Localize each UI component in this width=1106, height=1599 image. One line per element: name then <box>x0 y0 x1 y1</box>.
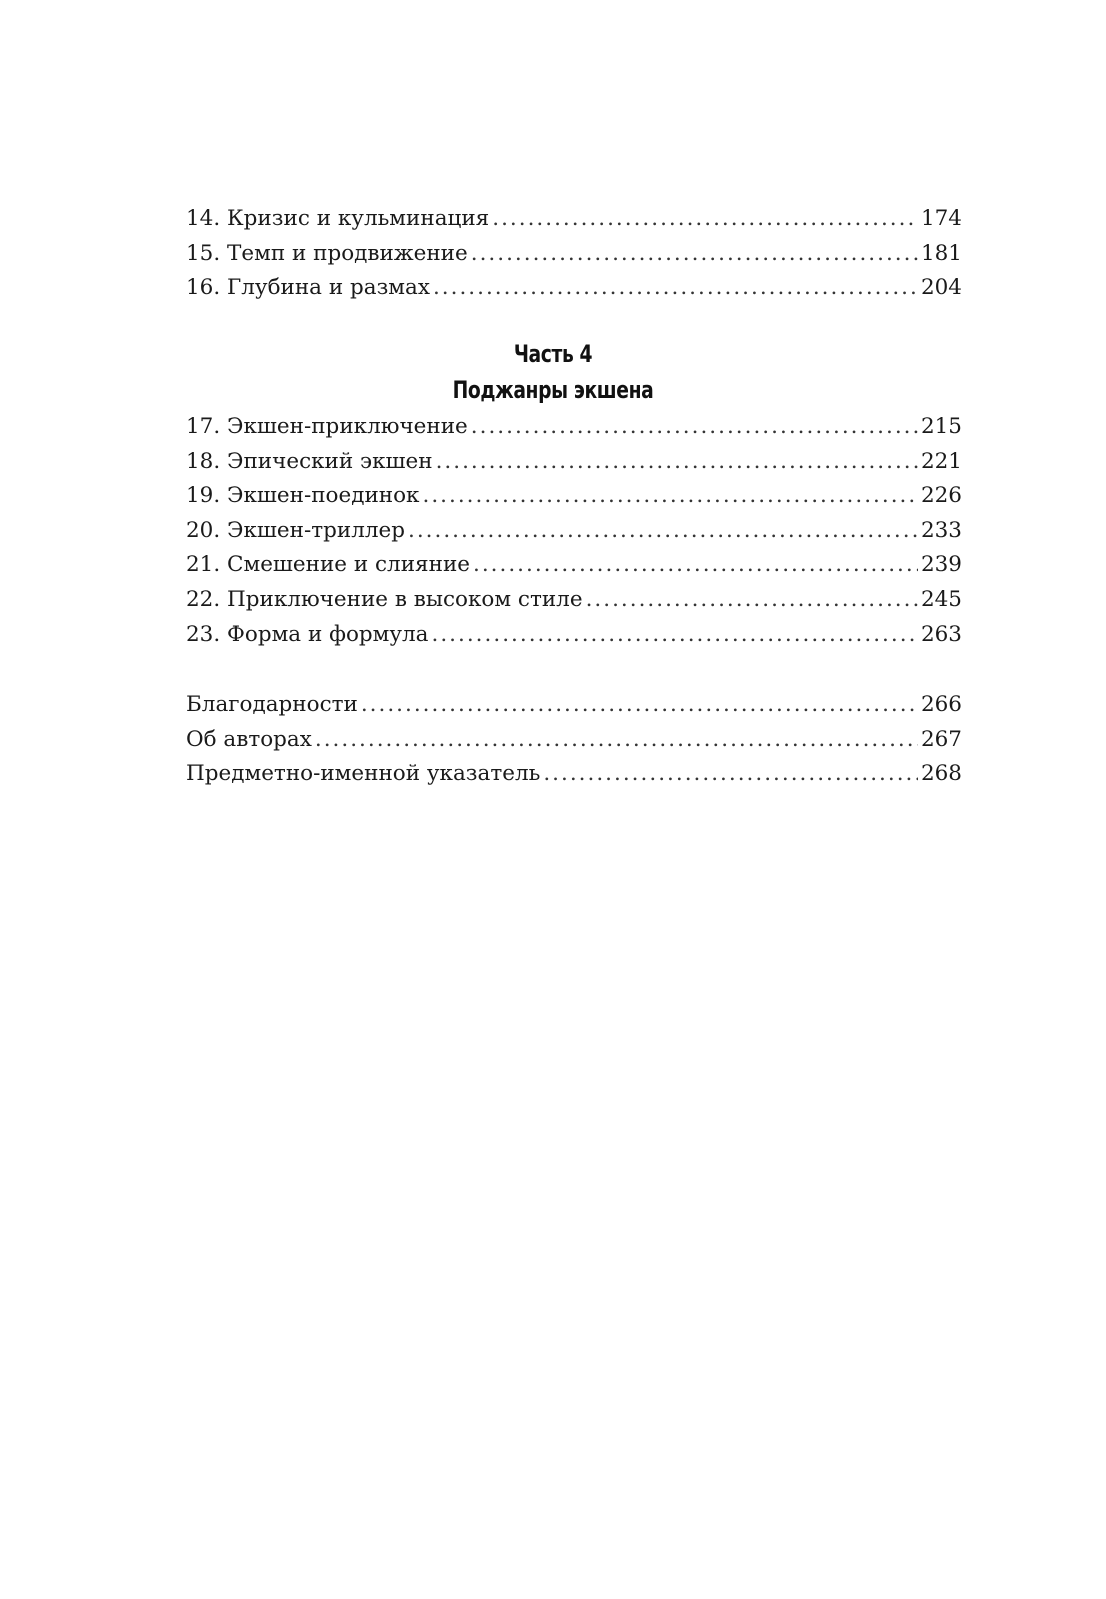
toc-entry-title: 20. Экшен-триллер <box>186 517 406 543</box>
toc-entry-page: 221 <box>920 448 962 474</box>
toc-entry-page: 266 <box>920 692 962 717</box>
toc-entry <box>186 410 962 445</box>
toc-dot-leader <box>471 410 918 445</box>
toc-entry-page: 239 <box>920 552 962 578</box>
toc-entry-title: 23. Форма и формула <box>186 621 429 647</box>
toc-entry <box>186 445 962 480</box>
toc-group-chapters-17-23 <box>186 410 962 652</box>
toc-entry-title: 17. Экшен-приключение <box>186 414 468 439</box>
toc-entry-page: 233 <box>920 517 962 543</box>
toc-entry-page: 215 <box>920 414 962 439</box>
toc-entry-title: Об авторах <box>186 726 312 752</box>
toc-dot-leader <box>473 548 918 583</box>
toc-dot-leader <box>408 514 918 549</box>
part-label: Часть 4 <box>513 340 593 368</box>
toc-entry <box>186 583 962 618</box>
toc-entry-page: 263 <box>920 621 962 647</box>
toc-entry <box>186 688 962 723</box>
toc-dot-leader <box>492 202 918 237</box>
toc-dot-leader <box>436 445 918 480</box>
toc-dot-leader <box>361 688 918 723</box>
toc-entry-title: Предметно-именной указатель <box>186 761 541 787</box>
toc-entry-title: Благодарности <box>186 692 358 717</box>
toc-entry <box>186 548 962 583</box>
toc-entry-page: 267 <box>920 726 962 752</box>
toc-entry-title: 14. Кризис и кульминация <box>186 206 490 231</box>
toc-entry <box>186 757 962 792</box>
toc-entry <box>186 514 962 549</box>
toc-entry-title: 15. Темп и продвижение <box>186 240 468 266</box>
toc-entry <box>186 237 962 272</box>
toc-entry-title: 16. Глубина и размах <box>186 275 430 301</box>
toc-entry-title: 21. Смешение и слияние <box>186 552 470 578</box>
toc-dot-leader <box>586 583 918 618</box>
toc-entry <box>186 202 962 237</box>
toc-entry-page: 245 <box>920 586 962 612</box>
toc-entry-page: 181 <box>920 240 962 266</box>
toc-entry <box>186 479 962 514</box>
toc-entry-title: 18. Эпический экшен <box>186 448 433 474</box>
toc-group-back-matter <box>186 688 962 792</box>
toc-entry <box>186 618 962 653</box>
toc-entry <box>186 271 962 306</box>
part-title: Поджанры экшена <box>452 376 654 404</box>
toc-entry-page: 226 <box>920 483 962 509</box>
toc-entry-page: 174 <box>920 206 962 231</box>
toc-entry <box>186 723 962 758</box>
toc-entry-title: 19. Экшен-поединок <box>186 483 420 509</box>
toc-dot-leader <box>433 271 918 306</box>
part-heading <box>0 336 1106 408</box>
toc-entry-title: 22. Приключение в высоком стиле <box>186 586 583 612</box>
toc-dot-leader <box>423 479 918 514</box>
toc-entry-page: 268 <box>920 761 962 787</box>
toc-group-chapters-14-16 <box>186 202 962 306</box>
toc-entry-page: 204 <box>920 275 962 301</box>
toc-dot-leader <box>543 757 918 792</box>
toc-dot-leader <box>471 237 918 272</box>
toc-dot-leader <box>432 618 918 653</box>
toc-dot-leader <box>315 723 918 758</box>
